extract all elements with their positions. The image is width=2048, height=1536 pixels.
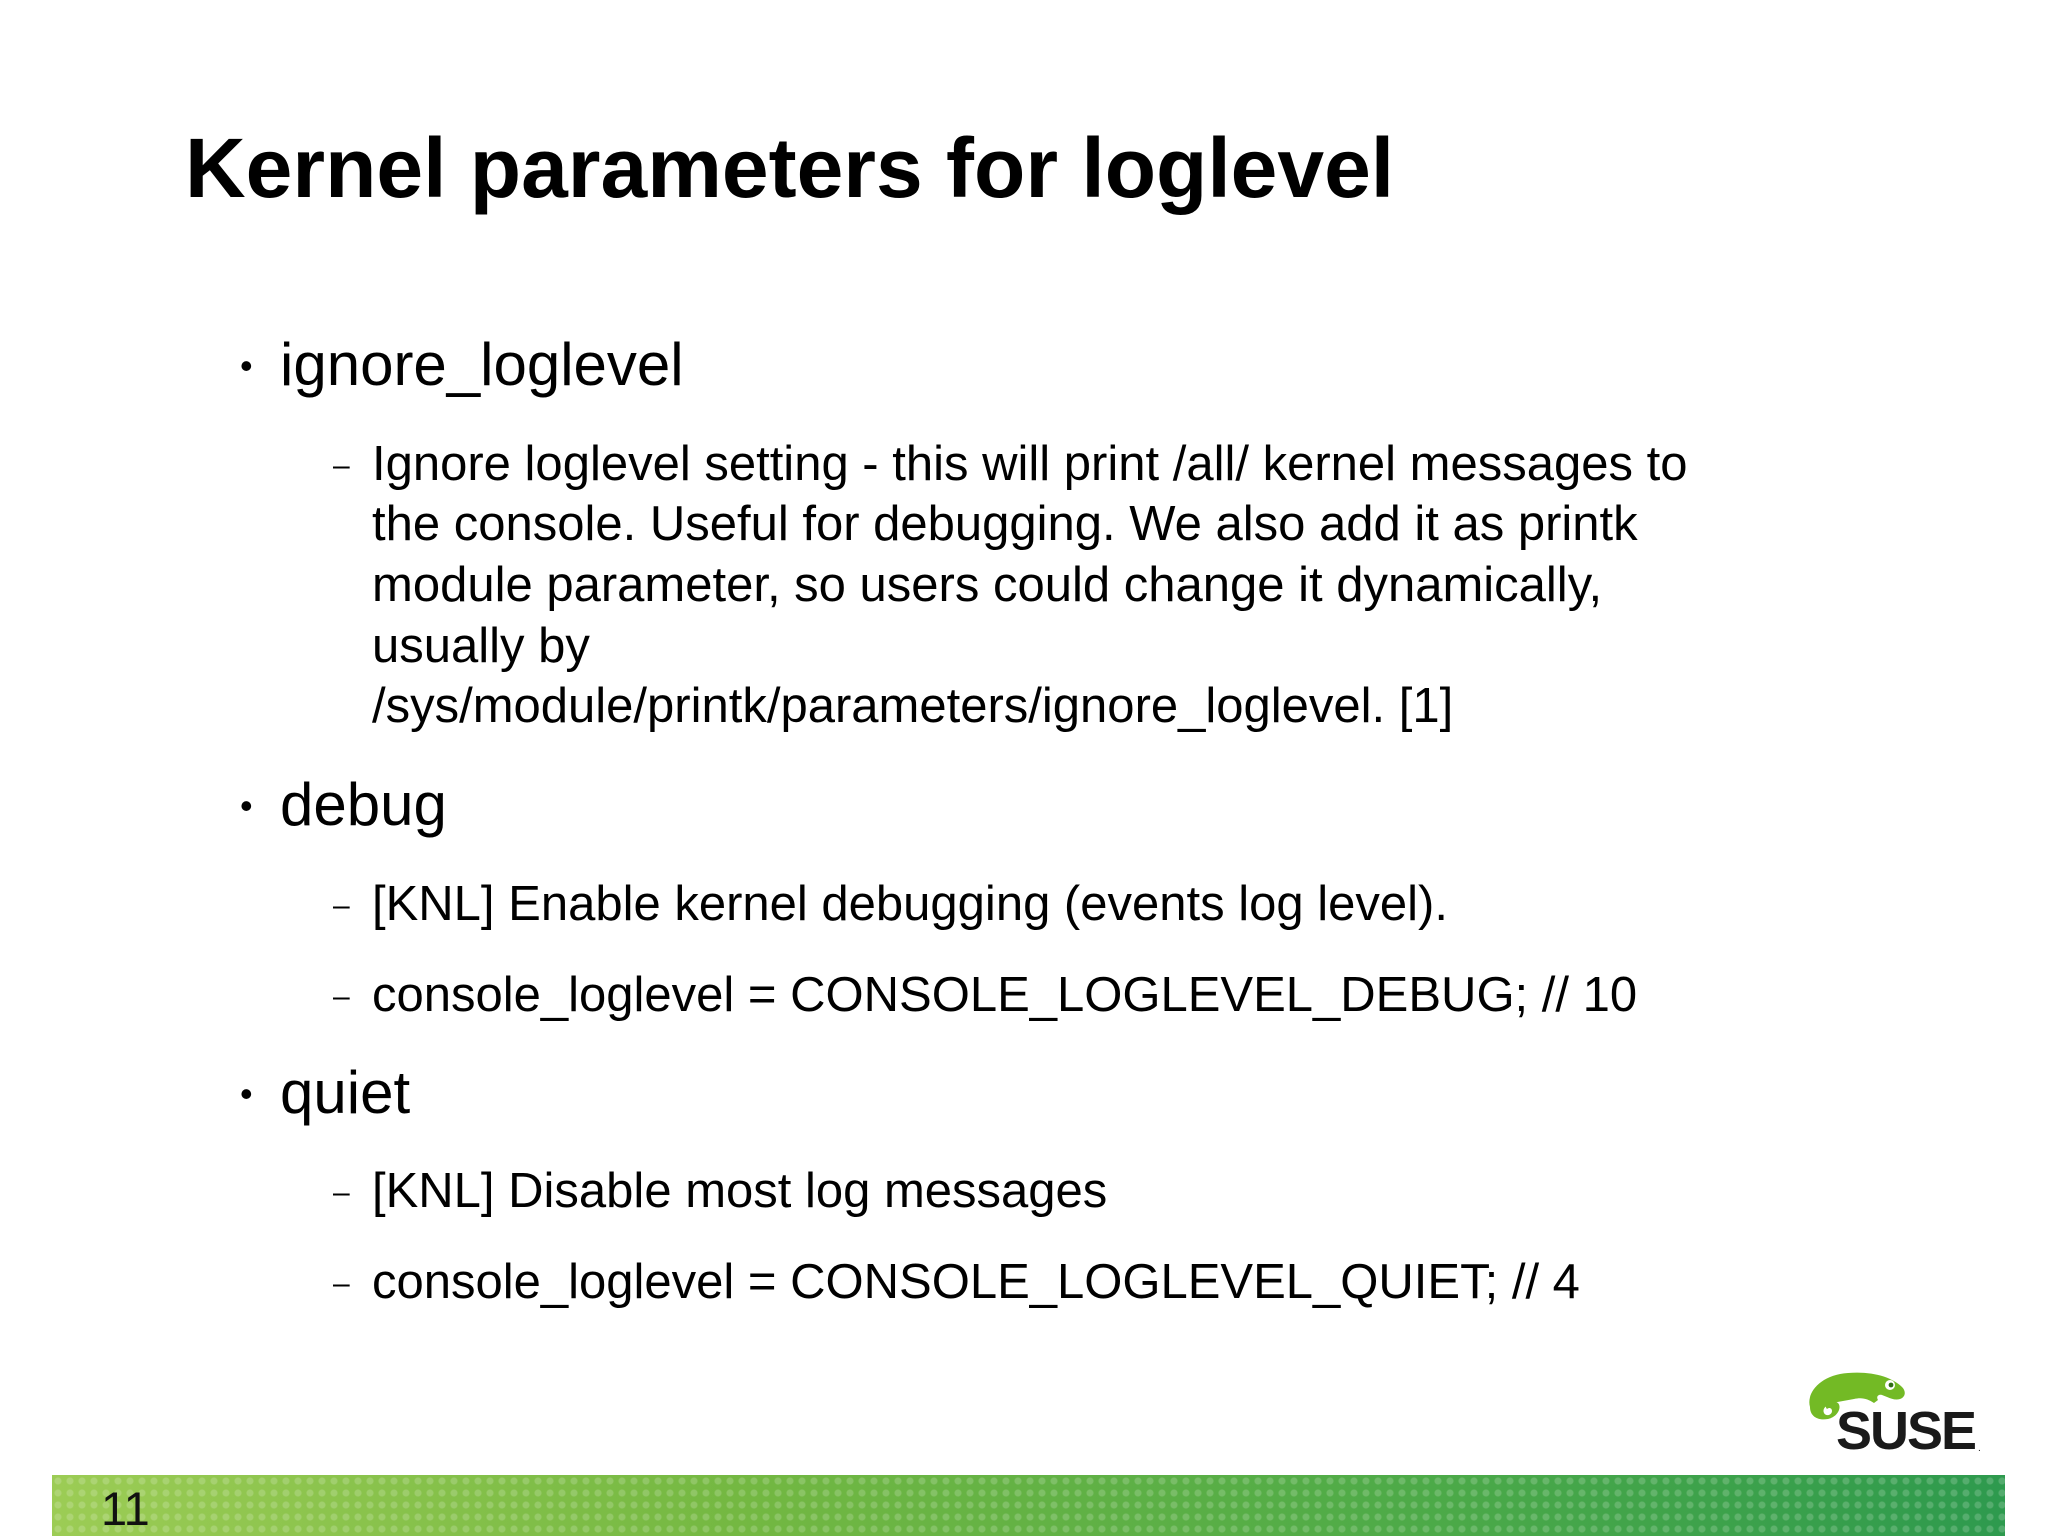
bullet-icon: • — [240, 785, 253, 826]
subitem-line: Ignore loglevel setting - this will print /all/ kernel messages to — [372, 437, 1688, 491]
suse-logo-text: SUSE — [1836, 1401, 1976, 1461]
registered-mark: . — [1978, 1443, 1981, 1454]
bullet-icon: • — [240, 1073, 253, 1114]
subitem-line: the console. Useful for debugging. We also add it as printk — [372, 497, 1638, 551]
suse-logo — [1802, 1363, 1992, 1463]
subitem-line: console_loglevel = CONSOLE_LOGLEVEL_DEBUG; // 10 — [372, 968, 1638, 1022]
dash-icon: – — [333, 449, 350, 482]
bullet-item-ignore-loglevel: ignore_loglevel — [280, 331, 684, 398]
bullet-item-debug: debug — [280, 771, 447, 838]
slide-title: Kernel parameters for loglevel — [185, 121, 1395, 215]
page-number: 11 — [101, 1482, 150, 1535]
subitem-line: /sys/module/printk/parameters/ignore_loglevel. [1] — [372, 679, 1454, 733]
bullet-icon: • — [240, 345, 253, 386]
subitem-line: usually by — [372, 619, 590, 673]
dash-icon: – — [333, 1267, 350, 1300]
dash-icon: – — [333, 889, 350, 922]
subitem-line: console_loglevel = CONSOLE_LOGLEVEL_QUIET; // 4 — [372, 1255, 1580, 1309]
footer-bar — [52, 1475, 2005, 1536]
subitem-line: module parameter, so users could change it dynamically, — [372, 558, 1603, 612]
bullet-item-quiet: quiet — [280, 1059, 411, 1126]
dash-icon: – — [333, 1176, 350, 1209]
subitem-line: [KNL] Enable kernel debugging (events log level). — [372, 877, 1448, 931]
dash-icon: – — [333, 980, 350, 1013]
subitem-line: [KNL] Disable most log messages — [372, 1164, 1108, 1218]
